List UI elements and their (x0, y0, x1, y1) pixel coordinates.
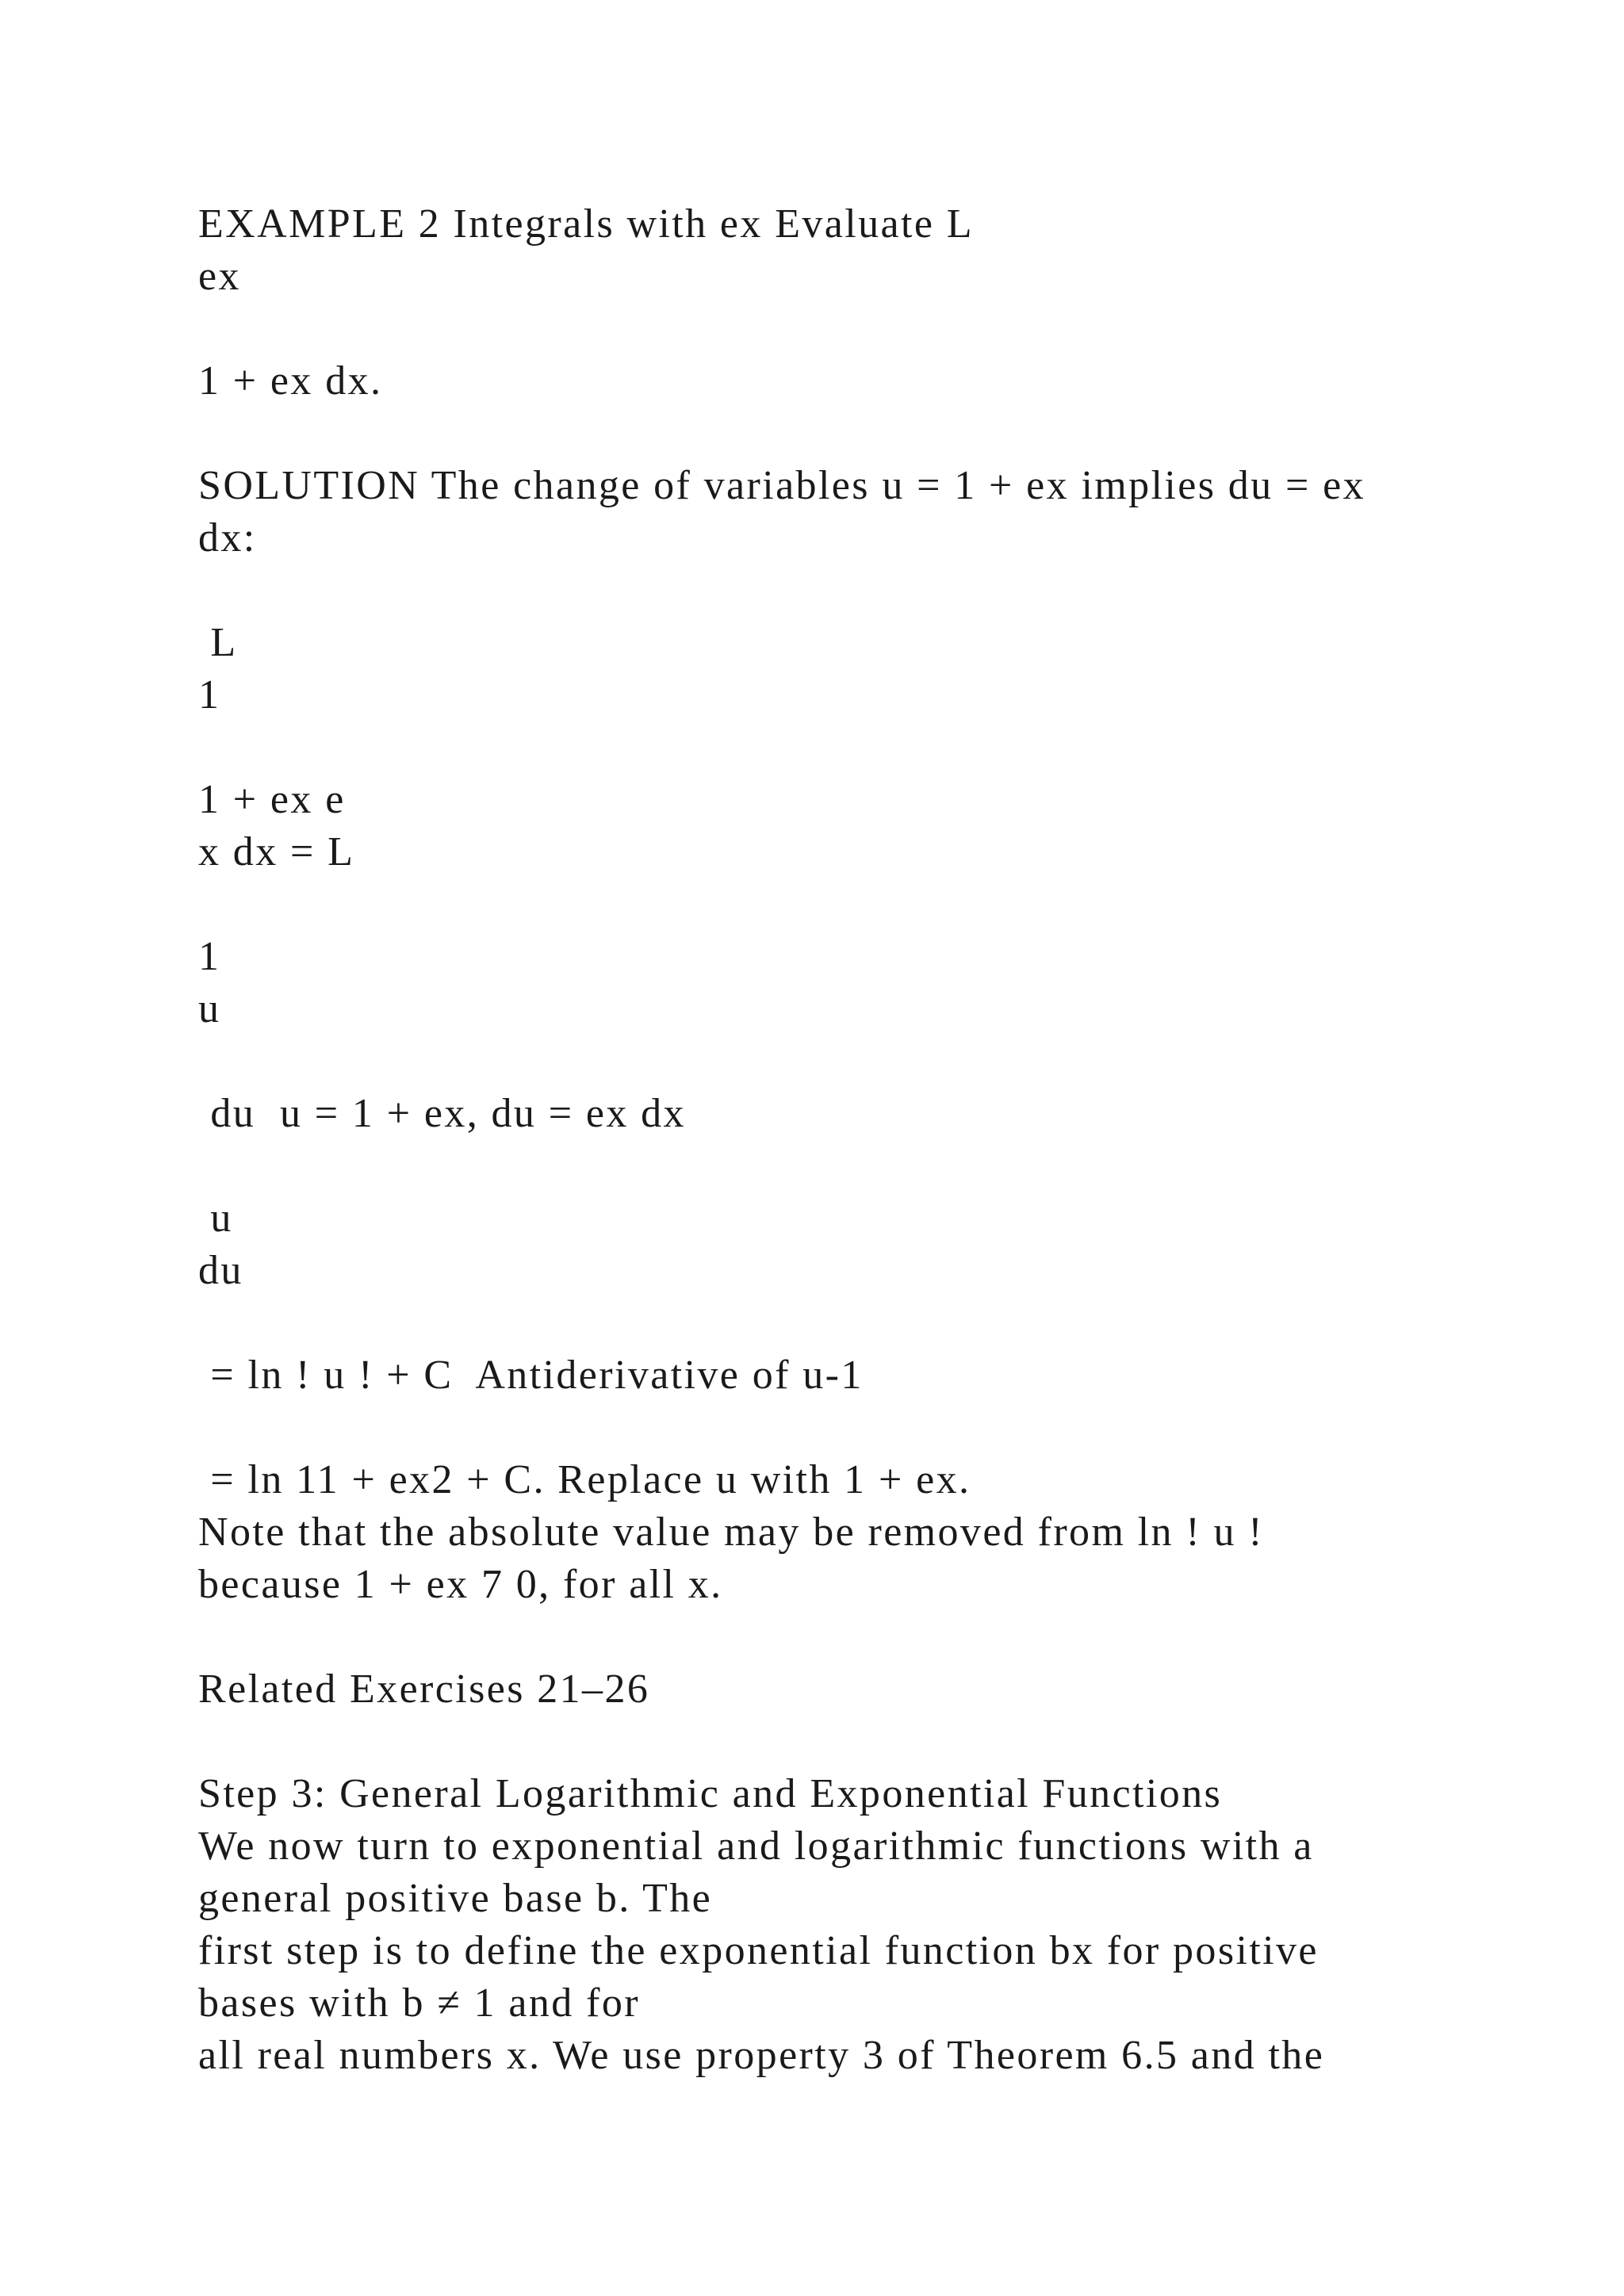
text-line: ex (198, 254, 241, 299)
text-line: 1 (198, 934, 221, 979)
text-line: L (198, 620, 238, 665)
text-line: Note that the absolute value may be removed from ln ! u ! (198, 1510, 1264, 1555)
text-line: u (198, 1196, 233, 1241)
text-line: because 1 + ex 7 0, for all x. (198, 1562, 723, 1607)
text-line: x dx = L (198, 829, 355, 874)
text-line: Related Exercises 21–26 (198, 1667, 650, 1712)
text-line: EXAMPLE 2 Integrals with ex Evaluate L (198, 201, 974, 247)
text-line: all real numbers x. We use property 3 of Theorem 6.5 and the (198, 2033, 1325, 2078)
text-line: dx: (198, 515, 257, 561)
text-line: bases with b ≠ 1 and for (198, 1980, 640, 2026)
section-heading: Step 3: General Logarithmic and Exponential Functions (198, 1771, 1223, 1816)
text-line: du u = 1 + ex, du = ex dx (198, 1091, 686, 1136)
text-line: We now turn to exponential and logarithmic functions with a (198, 1823, 1314, 1869)
text-line: SOLUTION The change of variables u = 1 + ex implies du = ex (198, 463, 1365, 508)
text-line: first step is to define the exponential function bx for positive (198, 1928, 1319, 1973)
text-line: 1 (198, 672, 221, 718)
text-line: 1 + ex e (198, 777, 346, 822)
text-line: du (198, 1248, 243, 1293)
text-line: = ln ! u ! + C Antiderivative of u-1 (198, 1353, 864, 1398)
text-line: u (198, 986, 221, 1031)
text-line: = ln 11 + ex2 + C. Replace u with 1 + ex. (198, 1457, 971, 1502)
text-line: general positive base b. The (198, 1876, 713, 1921)
text-line: 1 + ex dx. (198, 358, 383, 404)
